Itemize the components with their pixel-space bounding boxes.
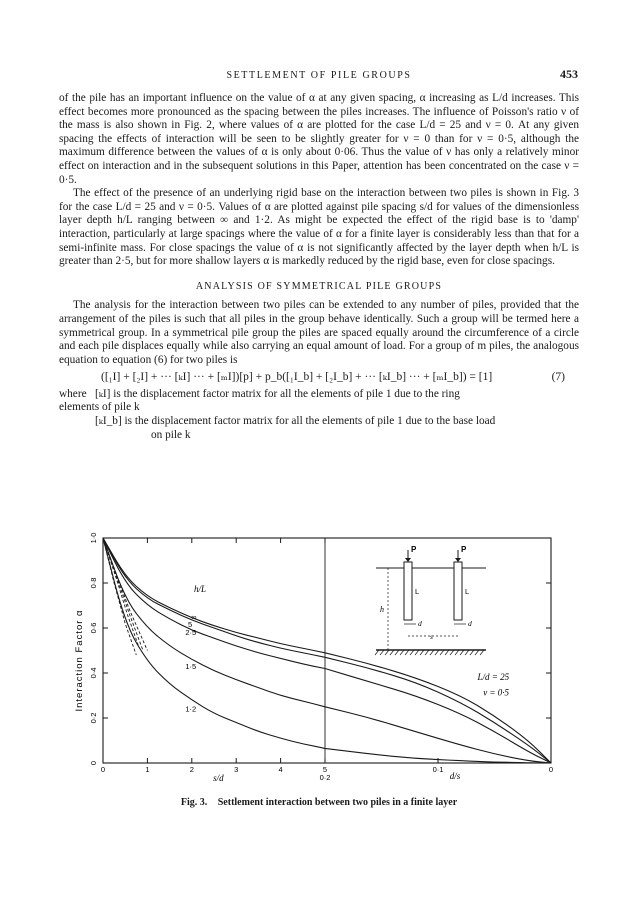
x-tick-label-right: 0·2 <box>319 773 331 782</box>
y-tick-label: 0 <box>89 760 98 766</box>
inset-load-label: P <box>411 545 417 554</box>
definitions <box>59 388 579 442</box>
inset-base-hatch <box>465 650 469 655</box>
y-tick-label: 0·6 <box>89 622 98 634</box>
inset-base-hatch <box>390 650 394 655</box>
equation-number: (7) <box>551 371 565 384</box>
definition-1-text: [ₖI] is the displacement factor matrix for all the elements of pile 1 due to the ring <box>95 387 460 400</box>
inset-base-hatch <box>450 650 454 655</box>
y-tick-label: 0·8 <box>89 577 98 589</box>
inset-base-hatch <box>395 650 399 655</box>
x-tick-label: 0 <box>100 765 106 774</box>
dashed-line <box>103 538 139 646</box>
x-tick-label-right: 0·1 <box>432 765 444 774</box>
paragraph-2: The effect of the presence of an underlying rigid base on the interaction between two piles is shown in Fig. 3 for the case L/d = 25 and ν = 0·5. Values of α are plotted against pile spacing s/d for values of the dimensionless layer depth h/L ranging between ∞ and 1·2. As might be expected the effect of the rigid base is to 'damp' interaction, particularly at large spacings where the value of α for a finite layer is considerably less than that for a semi-infinite mass. For close spacings the value of α is not significantly affected by the layer depth when h/L is greater than 2·5, but for more shallow layers α is markedly reduced by the rigid base, even for close spacings. <box>59 187 579 268</box>
inset-pile <box>454 562 462 620</box>
x-tick-label: 1 <box>145 765 150 774</box>
paragraph-3: The analysis for the interaction between two piles can be extended to any number of piles, provided that the arrangement of the piles is such that all piles in the group behave identically. Such a group will be termed here a symmetrical group. In a symmetrical pile group the piles are spaced equally around the circumference of a circle and each pile displaces equally while also carrying an equal amount of load. For a group of m piles, the analogous equation to equation (6) for two piles is <box>59 299 579 366</box>
x-tick-label: 3 <box>234 765 239 774</box>
paragraph-1: of the pile has an important influence on the value of α at any given spacing, α increasing as L/d increases. This effect becomes more pronounced as the spacing between the piles increases. The influence of Poisson's ratio ν of the mass is also shown in Fig. 2, where values of α are plotted for the case L/d = 25 and ν = 0. At any given spacing the effects of interaction will be seen to be slightly greater for ν = 0 than for ν = 0·5, although the maximum difference between the values of α is only about 0·06. Thus the value of ν has only a relatively minor effect on interaction and in the subsequent solutions in this Paper, attention has been concentrated on the case ν = 0·5. <box>59 92 579 186</box>
inset-base-hatch <box>420 650 424 655</box>
inset-base-hatch <box>415 650 419 655</box>
series-label: 1·2 <box>185 704 197 714</box>
y-tick-label: 0·2 <box>89 712 98 724</box>
definition-2-continuation: on pile k <box>151 428 191 441</box>
inset-base-hatch <box>455 650 459 655</box>
section-heading: ANALYSIS OF SYMMETRICAL PILE GROUPS <box>195 280 443 292</box>
x-tick-label: 5 <box>322 765 328 774</box>
inset-base-hatch <box>425 650 429 655</box>
x-tick-label: 4 <box>278 765 283 774</box>
definition-1 <box>59 388 579 402</box>
definition-2 <box>59 415 579 442</box>
caption-text: Settlement interaction between two piles in a finite layer <box>217 797 458 808</box>
inset-depth-label: h <box>380 605 384 614</box>
interaction-chart <box>76 528 586 798</box>
definition-1-continuation: elements of pile k <box>59 401 140 414</box>
inset-base-hatch <box>440 650 444 655</box>
inset-base-hatch <box>405 650 409 655</box>
inset-load-label: P <box>461 545 467 554</box>
inset-spacing-label: s <box>430 632 433 641</box>
equation-7 <box>59 371 579 385</box>
y-tick-label: 1·0 <box>89 532 98 544</box>
series-label: 2·5 <box>185 628 197 637</box>
running-head: SETTLEMENT OF PILE GROUPS <box>226 70 412 81</box>
inset-base-hatch <box>460 650 464 655</box>
x-axis-label-left: s/d <box>213 773 224 783</box>
x-axis-label-right: d/s <box>449 771 461 781</box>
inset-arrowhead <box>405 558 411 562</box>
inset-diameter-label: d <box>468 619 472 628</box>
inset-arrowhead <box>455 558 461 562</box>
inset-base-hatch <box>400 650 404 655</box>
curve-parameter-label: h/L <box>194 584 207 594</box>
inset-base-hatch <box>375 650 379 655</box>
definition-2-text: [ₖI_b] is the displacement factor matrix for all the elements of pile 1 due to the base load <box>95 415 496 428</box>
inset-pile <box>404 562 412 620</box>
series-label: 1·5 <box>185 661 197 671</box>
annotation-nu: ν = 0·5 <box>483 687 510 698</box>
inset-base-hatch <box>445 650 449 655</box>
inset-base-hatch <box>380 650 384 655</box>
page-number: 453 <box>560 67 578 81</box>
figure-3 <box>76 528 586 798</box>
series-label: 5 <box>188 620 193 630</box>
inset-length-label: L <box>415 587 420 596</box>
inset-base-hatch <box>385 650 389 655</box>
definition-lead: where <box>59 387 87 400</box>
equation-body: ([₁I] + [₂I] + ··· [ₖI] ··· + [ₘI])[p] + p_b([₁I_b] + [₂I_b] + ··· [ₖI_b] ··· + [ₘI_b]) = [1] <box>101 371 493 384</box>
inset-diameter-label: d <box>418 619 422 628</box>
x-tick-label-right: 0 <box>548 765 554 774</box>
x-tick-label: 2 <box>189 765 194 774</box>
inset-base-hatch <box>435 650 439 655</box>
annotation-ld: L/d = 25 <box>477 671 510 682</box>
inset-base-hatch <box>430 650 434 655</box>
series-label: ∞ <box>191 612 197 622</box>
y-tick-label: 0·4 <box>89 667 98 679</box>
inset-base-hatch <box>475 650 479 655</box>
inset-base-hatch <box>410 650 414 655</box>
body-text <box>59 92 579 442</box>
figure-caption <box>60 797 578 808</box>
y-axis-label: Interaction Factor α <box>74 609 85 712</box>
caption-label: Fig. 3. <box>180 797 208 808</box>
inset-base-hatch <box>470 650 474 655</box>
inset-length-label: L <box>465 587 470 596</box>
inset-base-hatch <box>480 650 484 655</box>
